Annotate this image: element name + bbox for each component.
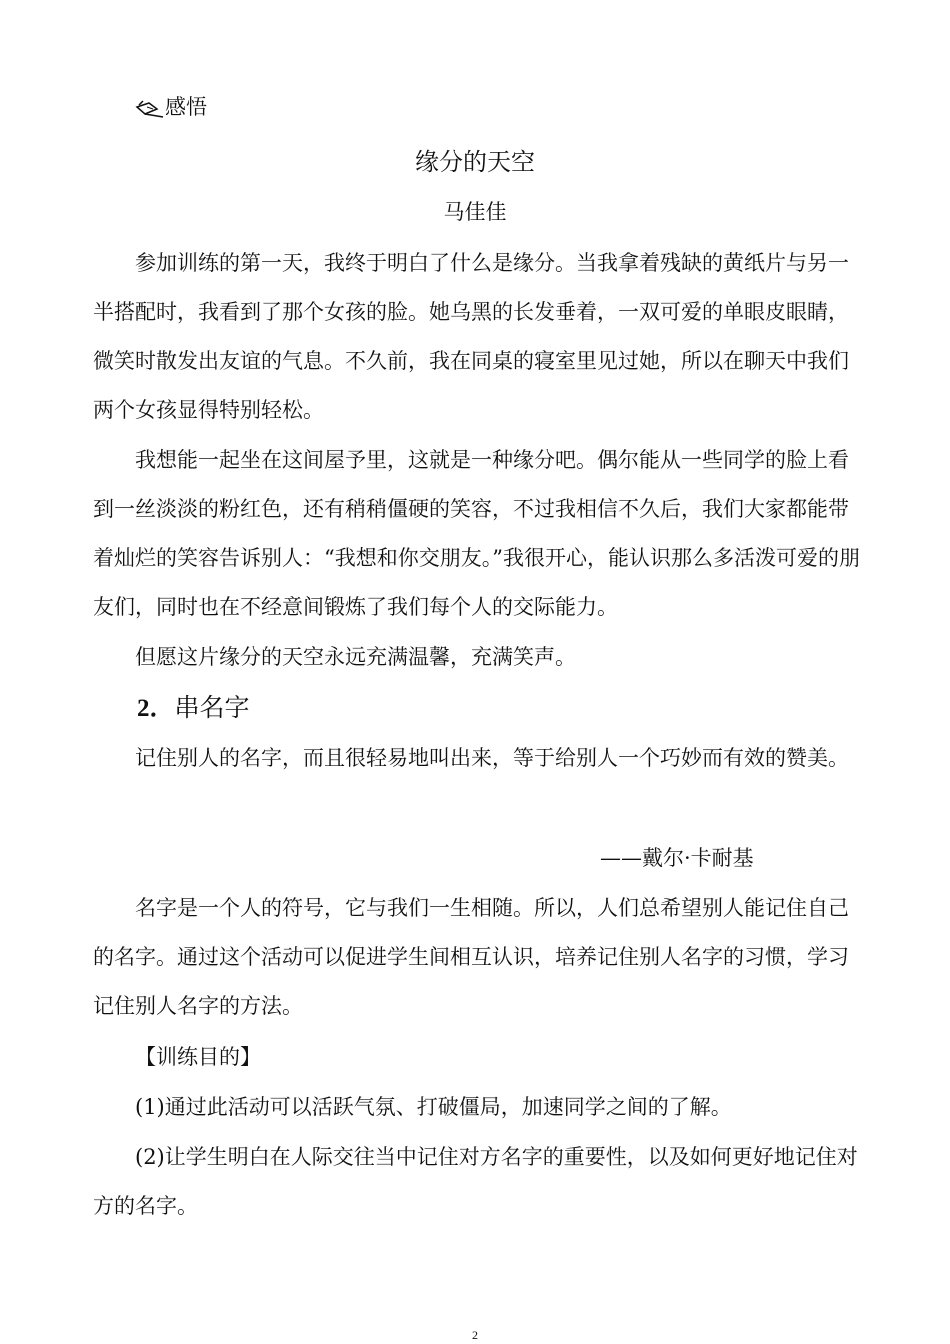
section-2-heading xyxy=(137,688,250,724)
essay-title: 缘分的天空 xyxy=(415,148,535,176)
quote-attribution: ——戴尔·卡耐基 xyxy=(600,846,754,870)
essay-paragraph-1 xyxy=(93,239,863,435)
goals-heading-text: 【训练目的】 xyxy=(135,1045,261,1069)
intro-paragraph xyxy=(93,884,863,1031)
quote-paragraph xyxy=(93,734,863,783)
paragraph-text: 但愿这片缘分的天空永远充满温馨，充满笑声。 xyxy=(135,645,576,669)
essay-author: 马佳佳 xyxy=(443,200,507,224)
goal-item-1 xyxy=(93,1083,863,1132)
quote-text: 记住别人的名字，而且很轻易地叫出来，等于给别人一个巧妙而有效的赞美。 xyxy=(135,746,849,770)
goal-item-2 xyxy=(93,1133,863,1231)
goal-text: (1)通过此活动可以活跃气氛、打破僵局，加速同学之间的了解。 xyxy=(135,1095,732,1119)
page-number: 2 xyxy=(472,1328,478,1342)
paragraph-text: 名字是一个人的符号，它与我们一生相随。所以，人们总希望别人能记住自己的名字。通过这个活动可以促进学生间相互认识，培养记住别人名字的习惯，学习记住别人名字的方法。 xyxy=(93,896,849,1018)
section-number: 2． xyxy=(137,695,175,722)
paragraph-text: 我想能一起坐在这间屋予里，这就是一种缘分吧。偶尔能从一些同学的脸上看到一丝淡淡的粉红色，还有稍稍僵硬的笑容，不过我相信不久后，我们大家都能带着灿烂的笑容告诉别人：“我想和你交朋友。”我很开心，能认识那么多活泼可爱的朋友们，同时也在不经意间锻炼了我们每个人的交际能力。 xyxy=(93,448,860,619)
pen-icon xyxy=(135,99,165,121)
essay-paragraph-2 xyxy=(93,436,863,632)
section-header xyxy=(135,91,207,121)
goals-heading xyxy=(93,1033,863,1082)
section-label: 感悟 xyxy=(165,95,207,119)
section-title: 串名字 xyxy=(174,693,250,722)
essay-paragraph-3 xyxy=(93,633,863,682)
paragraph-text: 参加训练的第一天，我终于明白了什么是缘分。当我拿着残缺的黄纸片与另一半搭配时，我看到了那个女孩的脸。她乌黑的长发垂着，一双可爱的单眼皮眼睛，微笑时散发出友谊的气息。不久前，我在同桌的寝室里见过她，所以在聊天中我们两个女孩显得特别轻松。 xyxy=(93,251,849,422)
goal-text: (2)让学生明白在人际交往当中记住对方名字的重要性，以及如何更好地记住对方的名字。 xyxy=(93,1145,858,1218)
